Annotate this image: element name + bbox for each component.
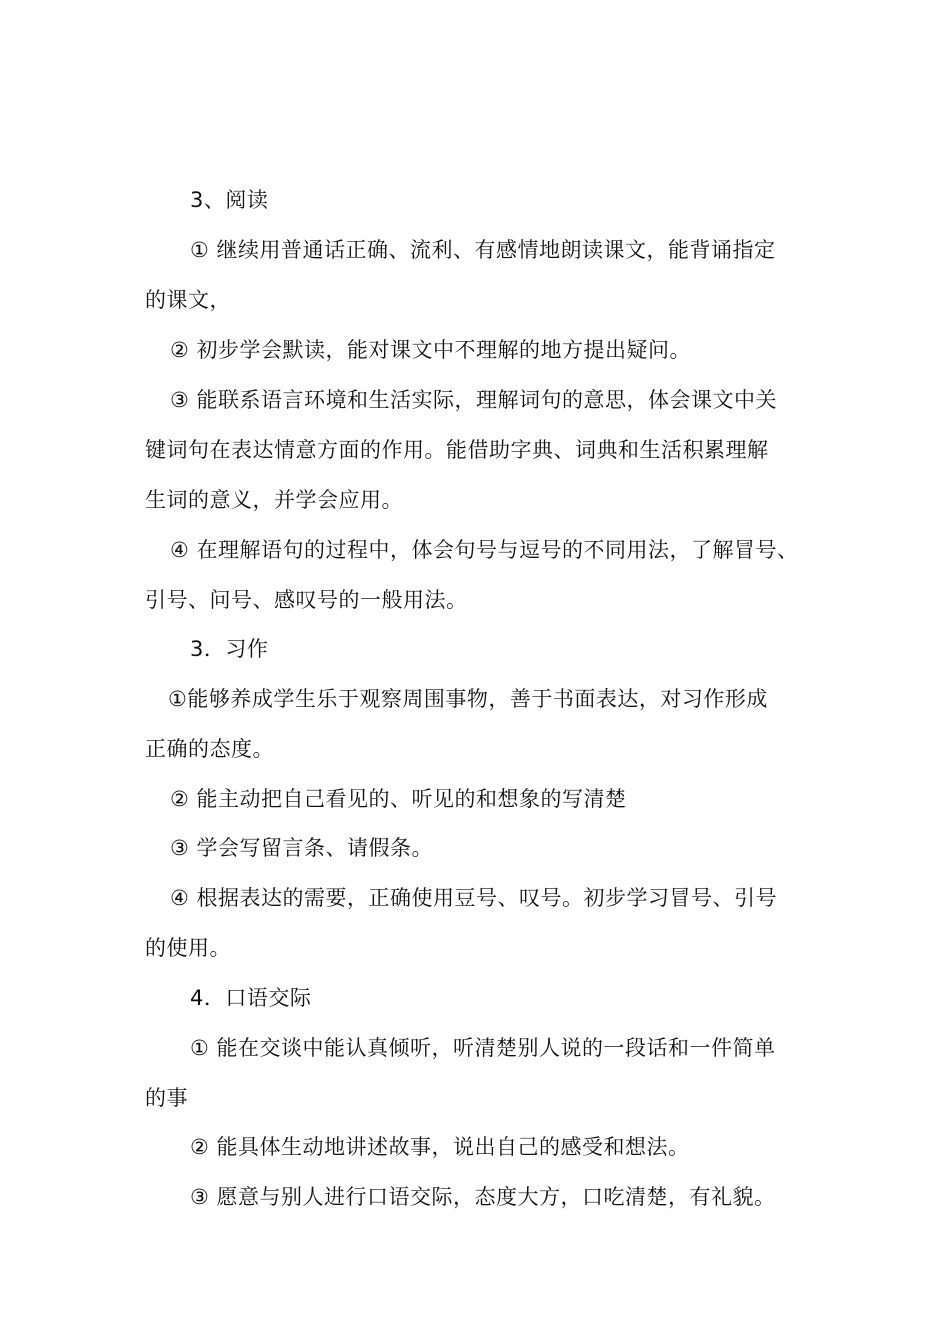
oral-heading: 4．口语交际 [190, 986, 312, 1010]
writing-item-4-line-1: ④ 根据表达的需要，正确使用豆号、叹号。初步学习冒号、引号 [170, 886, 777, 910]
writing-item-1-line-2: 正确的态度。 [145, 737, 274, 761]
reading-item-1-line-2: 的课文， [145, 288, 231, 312]
reading-item-4-line-2: 引号、问号、感叹号的一般用法。 [145, 588, 468, 612]
oral-item-3: ③ 愿意与别人进行口语交际，态度大方，口吃清楚，有礼貌。 [190, 1185, 776, 1209]
writing-item-1-line-1: ①能够养成学生乐于观察周围事物，善于书面表达，对习作形成 [168, 687, 768, 711]
oral-item-1-line-2: 的事 [145, 1086, 188, 1110]
writing-heading: 3．习作 [190, 637, 269, 661]
reading-item-3-line-3: 生词的意义，并学会应用。 [145, 488, 403, 512]
writing-item-3: ③ 学会写留言条、请假条。 [170, 836, 434, 860]
writing-item-2: ② 能主动把自己看见的、听见的和想象的写清楚 [170, 787, 627, 811]
reading-item-1-line-1: ① 继续用普通话正确、流利、有感情地朗读课文，能背诵指定 [190, 238, 776, 262]
reading-item-2: ② 初步学会默读，能对课文中不理解的地方提出疑问。 [170, 338, 691, 362]
reading-item-3-line-1: ③ 能联系语言环境和生活实际，理解词句的意思，体会课文中关 [170, 388, 777, 412]
reading-item-3-line-2: 键词句在表达情意方面的作用。能借助字典、词典和生活积累理解 [145, 438, 769, 462]
writing-item-4-line-2: 的使用。 [145, 936, 231, 960]
reading-item-4-line-1: ④ 在理解语句的过程中，体会句号与逗号的不同用法，了解冒号、 [170, 538, 799, 562]
oral-item-1-line-1: ① 能在交谈中能认真倾听，听清楚别人说的一段话和一件简单 [190, 1036, 776, 1060]
oral-item-2: ② 能具体生动地讲述故事，说出自己的感受和想法。 [190, 1135, 690, 1159]
reading-heading: 3、阅读 [190, 188, 269, 212]
